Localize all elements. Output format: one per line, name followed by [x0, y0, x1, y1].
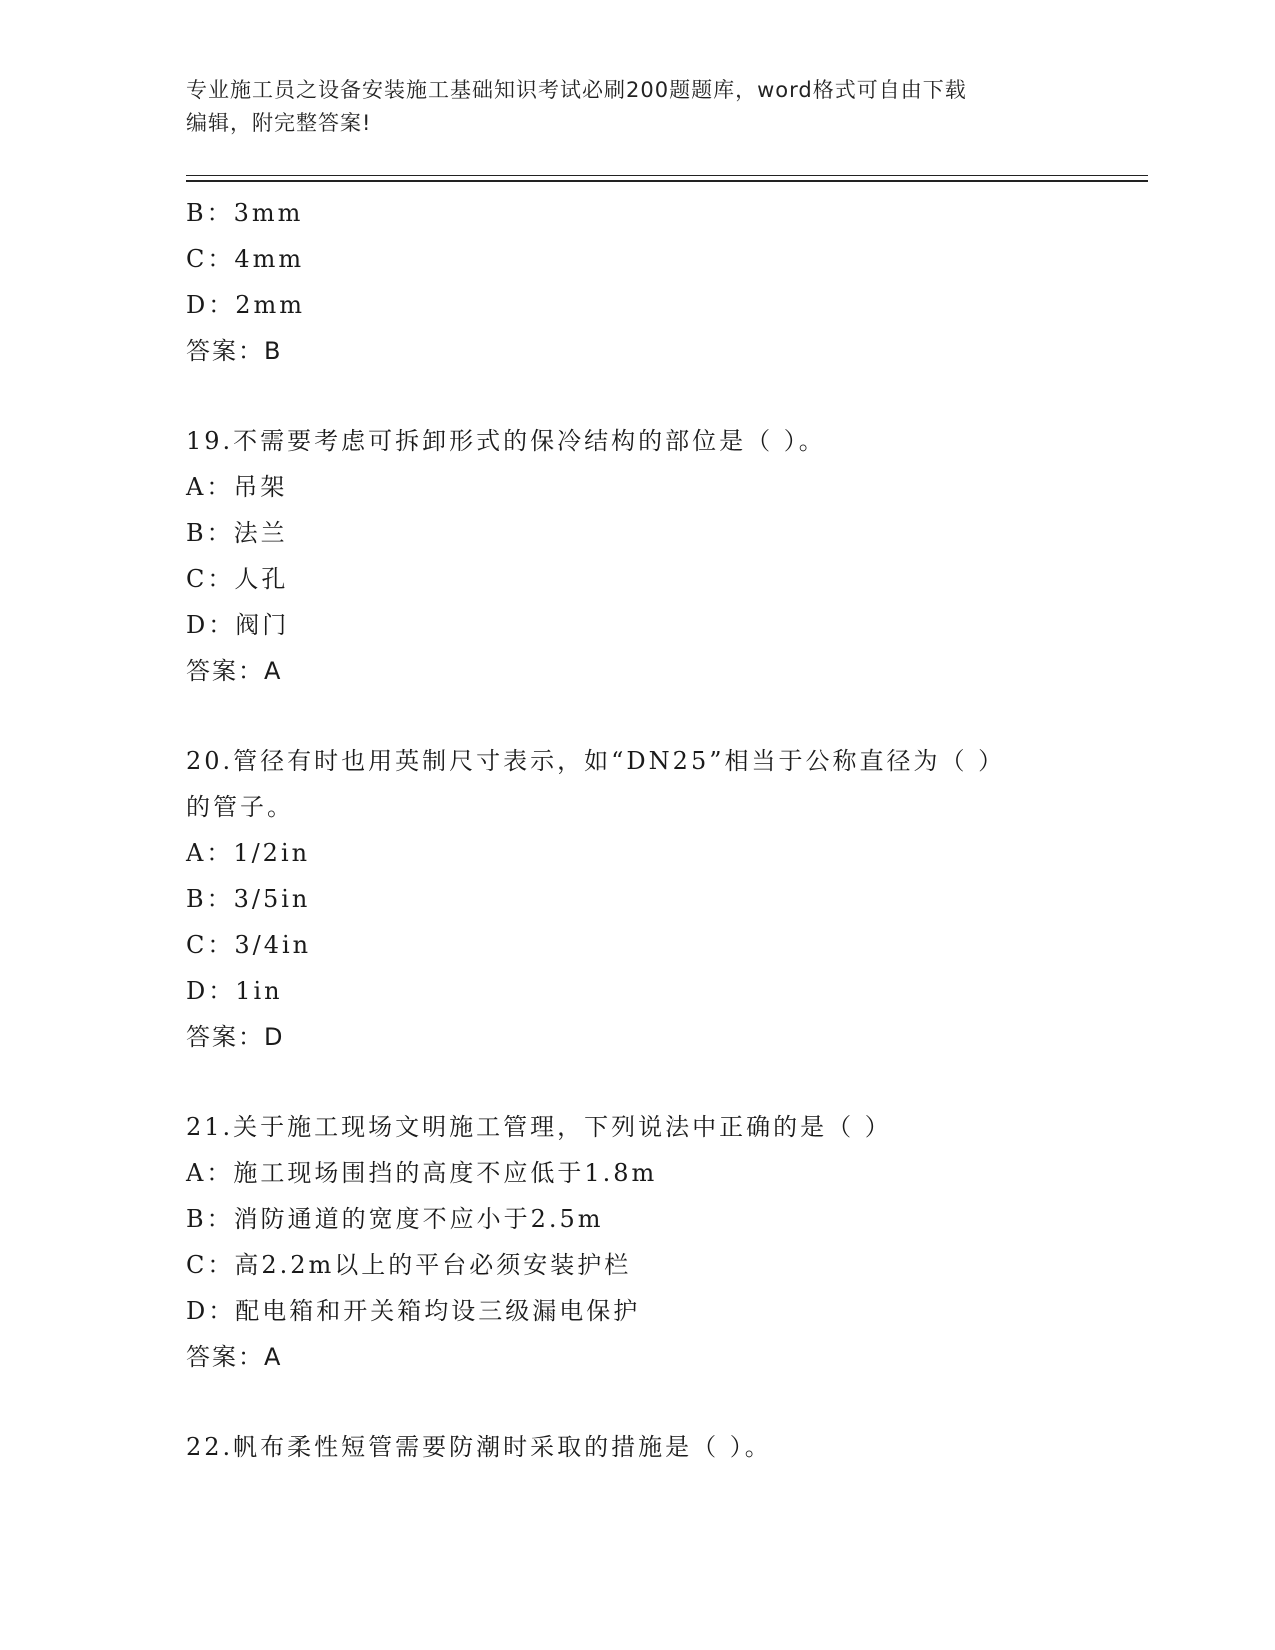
- question-18-partial: [186, 190, 1086, 374]
- option-b: B：消防通道的宽度不应小于2.5m: [186, 1205, 604, 1233]
- header-line-1: 专业施工员之设备安装施工基础知识考试必刷200题题库，word格式可自由下载: [186, 78, 967, 102]
- option-c: C：4mm: [186, 245, 305, 273]
- question-21: [186, 1104, 1086, 1380]
- question-20: [186, 738, 1086, 1060]
- question-stem: 22.帆布柔性短管需要防潮时采取的措施是（ ）。: [186, 1433, 772, 1461]
- option-c: C：人孔: [186, 565, 289, 593]
- option-a: A：吊架: [186, 473, 288, 501]
- header-line-2: 编辑，附完整答案!: [186, 111, 372, 135]
- option-c: C：3/4in: [186, 931, 312, 959]
- option-c: C：高2.2m以上的平台必须安装护栏: [186, 1251, 632, 1279]
- option-b: B：3mm: [186, 199, 304, 227]
- header-divider-thin: [186, 175, 1148, 176]
- option-d: D：配电箱和开关箱均设三级漏电保护: [186, 1297, 641, 1325]
- answer-line: 答案：B: [186, 337, 283, 365]
- question-stem: 20.管径有时也用英制尺寸表示，如“DN25”相当于公称直径为（ ）: [186, 747, 1006, 775]
- answer-line: 答案：A: [186, 1343, 283, 1371]
- option-b: B：法兰: [186, 519, 288, 547]
- header-divider-thick: [186, 180, 1148, 182]
- question-stem-continued: 的管子。: [186, 793, 294, 821]
- option-a: A：施工现场围挡的高度不应低于1.8m: [186, 1159, 658, 1187]
- question-stem: 21.关于施工现场文明施工管理，下列说法中正确的是（ ）: [186, 1113, 892, 1141]
- option-d: D：1in: [186, 977, 283, 1005]
- answer-line: 答案：A: [186, 657, 283, 685]
- document-body: [186, 190, 1086, 1470]
- question-22: [186, 1424, 1086, 1470]
- question-stem: 19.不需要考虑可拆卸形式的保冷结构的部位是（ ）。: [186, 427, 826, 455]
- option-a: A：1/2in: [186, 839, 311, 867]
- question-19: [186, 418, 1086, 694]
- document-header: [186, 74, 1086, 140]
- answer-line: 答案：D: [186, 1023, 285, 1051]
- option-b: B：3/5in: [186, 885, 311, 913]
- option-d: D：阀门: [186, 611, 290, 639]
- option-d: D：2mm: [186, 291, 306, 319]
